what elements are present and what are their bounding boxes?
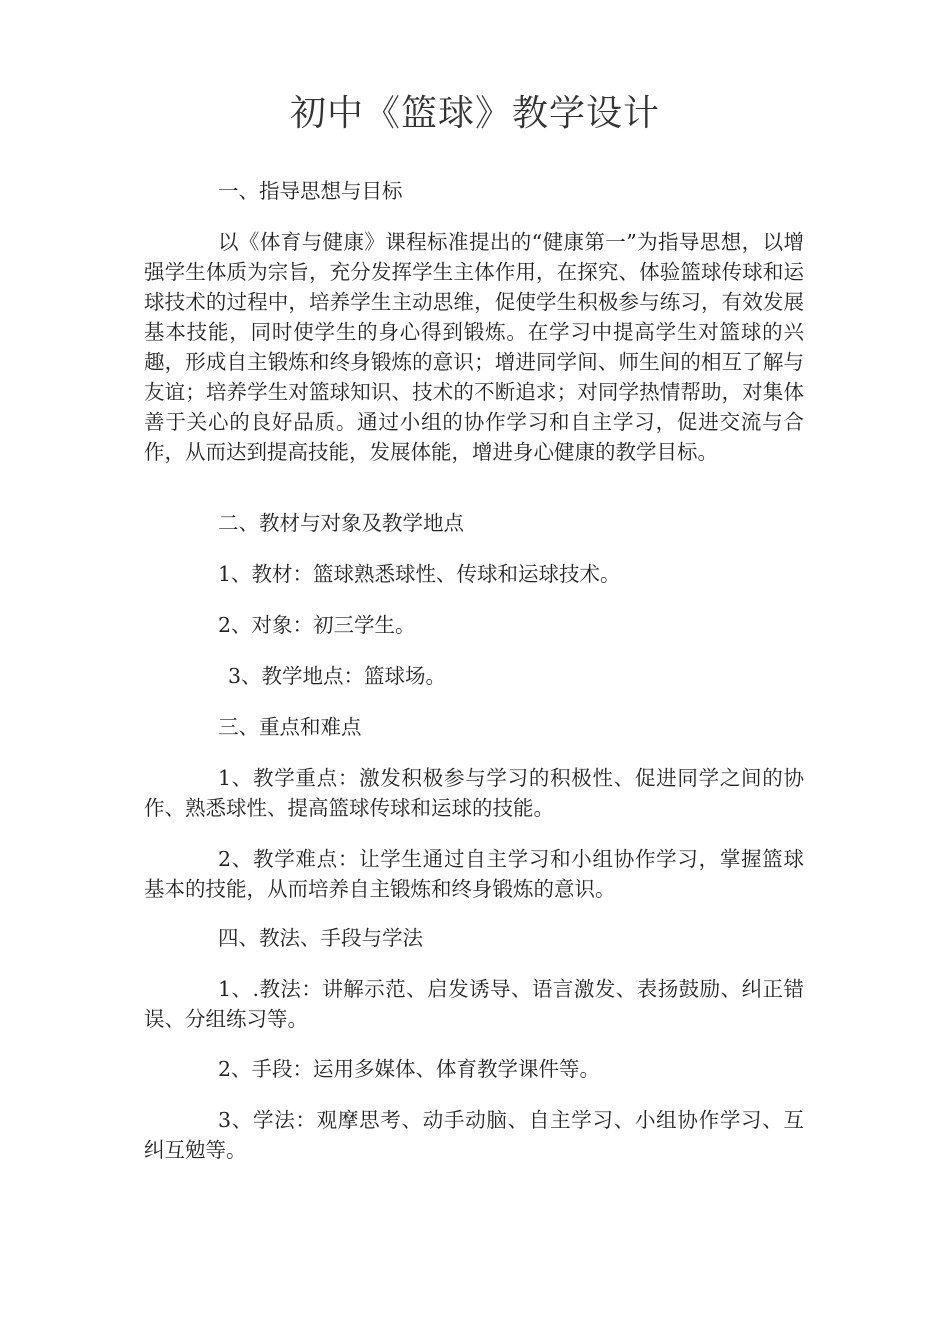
section-heading-2: 二、教材与对象及教学地点 bbox=[218, 511, 464, 535]
document-title: 初中《篮球》教学设计 bbox=[289, 93, 660, 134]
section-2-paragraph-3: 3、教学地点：篮球场。 bbox=[228, 664, 447, 688]
section-heading-3: 三、重点和难点 bbox=[218, 715, 362, 739]
section-3-paragraph-2: 2、教学难点：让学生通过自主学习和小组协作学习，掌握篮球基本的技能，从而培养自主锻炼和终身锻炼的意识。 bbox=[144, 847, 804, 901]
section-2-paragraph-2: 2、对象：初三学生。 bbox=[218, 613, 416, 637]
section-4-paragraph-2: 2、手段：运用多媒体、体育教学课件等。 bbox=[218, 1057, 601, 1081]
section-4-paragraph-1: 1、.教法：讲解示范、启发诱导、语言激发、表扬鼓励、纠正错误、分组练习等。 bbox=[144, 977, 804, 1031]
section-3-paragraph-1: 1、教学重点：激发积极参与学习的积极性、促进同学之间的协作、熟悉球性、提高篮球传球和运球的技能。 bbox=[144, 766, 804, 820]
section-4-paragraph-3: 3、学法：观摩思考、动手动脑、自主学习、小组协作学习、互纠互勉等。 bbox=[144, 1108, 804, 1162]
section-1-paragraph-1: 以《体育与健康》课程标准提出的“健康第一”为指导思想，以增强学生体质为宗旨，充分发挥学生主体作用，在探究、体验篮球传球和运球技术的过程中，培养学生主动思维，促使学生积极参与练习，有效发展基本技能，同时使学生的身心得到锻炼。在学习中提高学生对篮球的兴趣，形成自主锻炼和终身锻炼的意识；增进同学间、师生间的相互了解与友谊；培养学生对篮球知识、技术的不断追求；对同学热情帮助，对集体善于关心的良好品质。通过小组的协作学习和自主学习，促进交流与合作，从而达到提高技能，发展体能，增进身心健康的教学目标。 bbox=[144, 230, 804, 464]
section-heading-1: 一、指导思想与目标 bbox=[218, 179, 403, 203]
section-heading-4: 四、教法、手段与学法 bbox=[218, 926, 423, 950]
section-2-paragraph-1: 1、教材：篮球熟悉球性、传球和运球技术。 bbox=[218, 562, 621, 586]
